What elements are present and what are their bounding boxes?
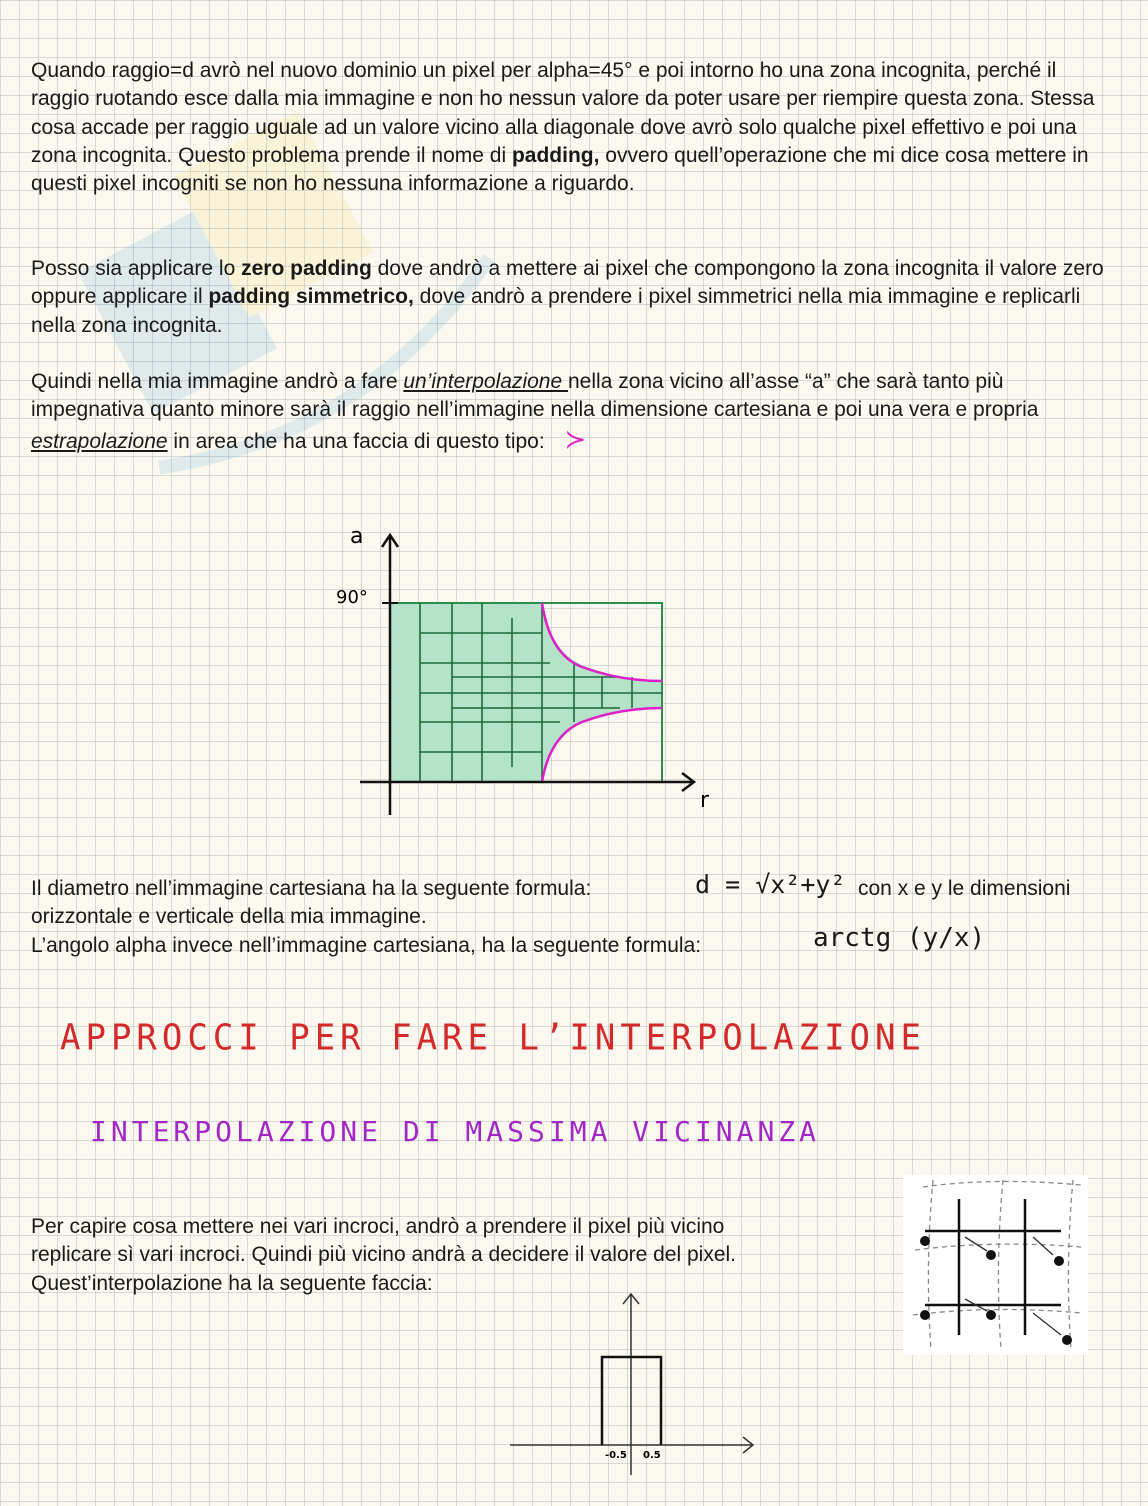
- x-axis-label: r: [700, 788, 710, 813]
- text-run: Quindi nella mia immagine andrò a fare: [31, 370, 404, 393]
- magenta-mark: ≻: [564, 423, 587, 454]
- paragraph-interpolazione: [31, 368, 1116, 456]
- rect-function-diagram: [505, 1290, 765, 1490]
- bold-term-padding-simmetrico: padding simmetrico,: [208, 285, 414, 309]
- paragraph-padding-types: [31, 255, 1116, 340]
- formula-line-1-end: con x e y le dimensioni: [858, 877, 1071, 900]
- text-line: replicare sì vari incroci. Quindi più vicino andrà a decidere il valore del pixel.: [31, 1243, 737, 1267]
- paragraph-padding: [31, 57, 1116, 198]
- formula-line-3: L’angolo alpha invece nell’immagine cartesiana, ha la seguente formula:: [31, 933, 702, 957]
- formula-line-1: Il diametro nell’immagine cartesiana ha la seguente formula:: [31, 877, 592, 900]
- text-run: dove andrò a mettere ai pixel che compongono la zona incognita il valore zero oppure applicare il: [31, 257, 1104, 309]
- text-run: in area che ha una faccia di questo tipo:: [167, 429, 545, 453]
- warped-grid: [913, 1180, 1081, 1350]
- emphasis-interpolazione: un’interpolazione: [403, 370, 568, 393]
- y-axis-label: a: [350, 524, 364, 549]
- formula-line-2: orizzontale e verticale della mia immagine.: [31, 905, 427, 929]
- bold-term-padding: padding,: [511, 143, 600, 167]
- polar-domain-diagram: [320, 515, 760, 825]
- emphasis-estrapolazione: estrapolazione: [31, 429, 168, 453]
- text-line: Per capire cosa mettere nei vari incroci, andrò a prendere il pixel più vicino: [31, 1215, 725, 1238]
- text-run: nella zona vicino all’asse “a” che sarà tanto più impegnativa quanto minore sarà il raggio nell’immagine nella dimensione cartesiana e poi una vera e propria: [31, 370, 1039, 422]
- paragraph-nearest-neighbour: [31, 1213, 851, 1298]
- text-run: Posso sia applicare lo: [31, 257, 242, 280]
- mapping-arrows: [965, 1237, 1061, 1335]
- text-run: dove andrò a prendere i pixel simmetrici nella mia immagine e replicarli nella zona incognita.: [31, 285, 1081, 337]
- formula-diameter: d = √x²+y²: [695, 870, 846, 899]
- section-heading: APPROCCI PER FARE L’INTERPOLAZIONE: [60, 1017, 926, 1059]
- bold-term-zero-padding: zero padding: [241, 257, 372, 280]
- text-line: Quest’interpolazione ha la seguente faccia:: [31, 1271, 433, 1295]
- tick-label-neg: -0.5: [605, 1450, 627, 1461]
- tick-label-pos: 0.5: [643, 1450, 661, 1461]
- formula-angle: arctg (y/x): [813, 922, 986, 953]
- nearest-pixel-sketch: [903, 1175, 1088, 1355]
- subsection-heading: INTERPOLAZIONE DI MASSIMA VICINANZA: [90, 1115, 821, 1148]
- text-run: ovvero quell’operazione che mi dice cosa mettere in questi pixel incogniti se non ho nessuna informazione a riguardo.: [31, 143, 1089, 196]
- paragraph-formulas: [31, 870, 1116, 960]
- text-run: Quando raggio=d avrò nel nuovo dominio un pixel per alpha=45° e poi intorno ho una zona incognita, perché il raggio ruotando esce dalla mia immagine e non ho nessun valore da poter usare per riempire questa zona. Stessa cosa accade per raggio uguale ad un valore vicino alla diagonale dove avrò solo qualche pixel effettivo e poi una zona incognita. Questo problema prende il nome di: [31, 59, 1095, 167]
- y-tick-label: 90°: [336, 587, 368, 608]
